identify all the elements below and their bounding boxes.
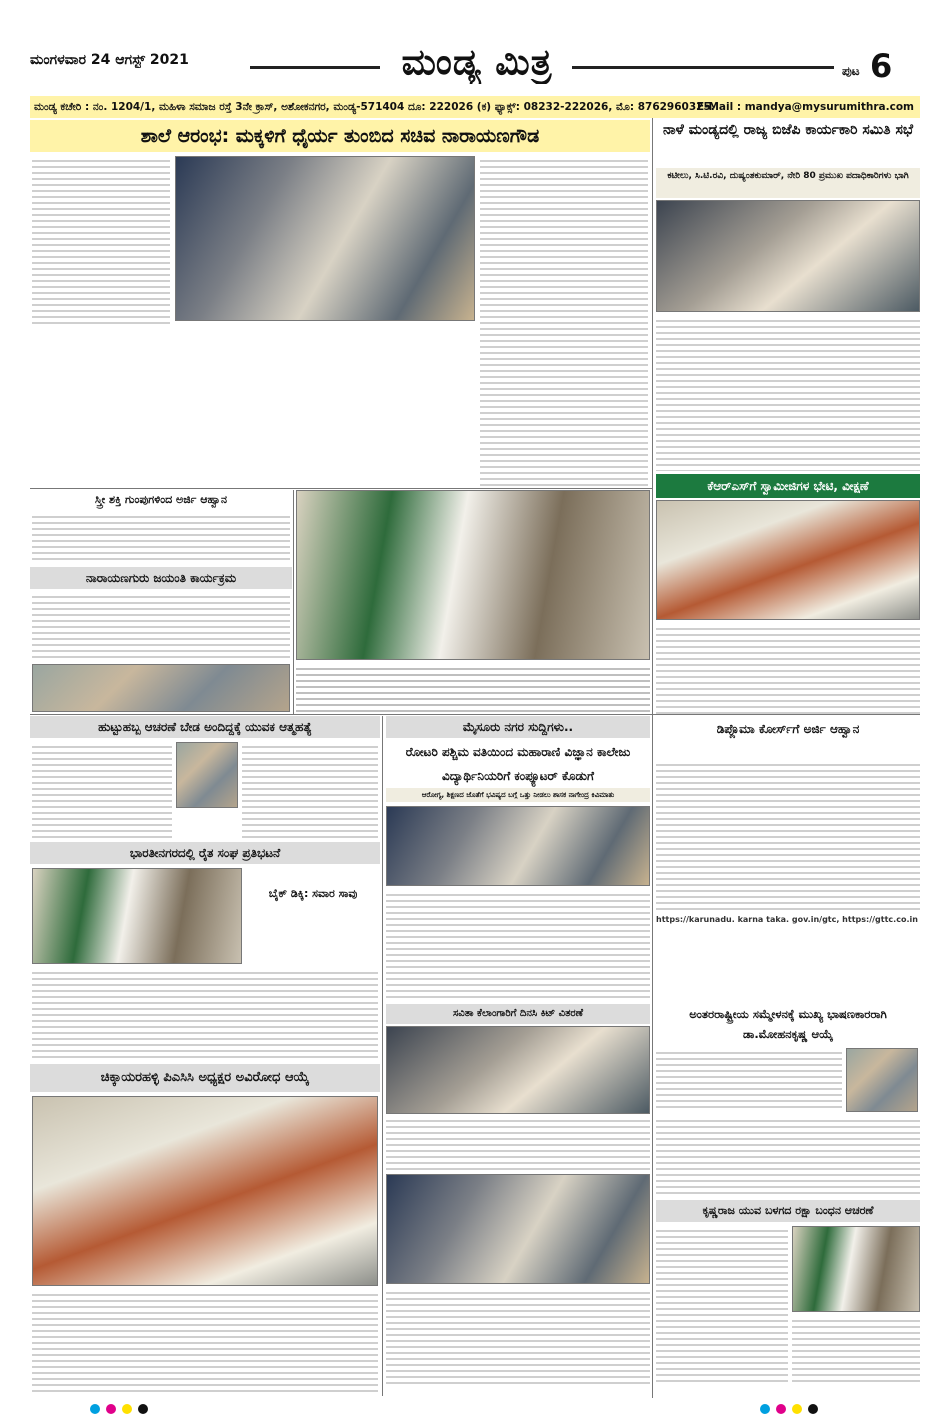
masthead-rule-left xyxy=(250,66,380,69)
international-body xyxy=(656,1116,920,1196)
farmers-body xyxy=(32,968,378,1060)
savitha-photo-2 xyxy=(386,1174,650,1284)
international-body-col xyxy=(656,1048,842,1112)
registration-mark-black-2 xyxy=(808,1404,818,1414)
office-info-bar xyxy=(30,96,920,118)
savitha-headline: ಸವಿತಾ ಕೆಲಾಂಗಾರಿಗೆ ದಿನಸಿ ಕಿಟ್ ವಿತರಣೆ xyxy=(386,1004,650,1024)
bjp-story-body xyxy=(656,316,920,471)
farmers-headline: ಭಾರತೀನಗರದಲ್ಲಿ ರೈತ ಸಂಘ ಪ್ರತಿಭಟನೆ xyxy=(30,842,380,864)
registration-mark-yellow-2 xyxy=(792,1404,802,1414)
main-headline: ಶಾಲೆ ಆರಂಭ: ಮಕ್ಕಳಿಗೆ ಧೈರ್ಯ ತುಂಬಿದ ಸಚಿವ ನಾರಾಯಣಗೌಡ xyxy=(30,120,650,152)
krs-story-body xyxy=(656,624,920,714)
rotary-headline: ರೋಟರಿ ಪಶ್ಚಿಮ ವತಿಯಿಂದ ಮಹಾರಾಣಿ ವಿಜ್ಞಾನ ಕಾಲೇಜು ವಿದ್ಯಾರ್ಥಿನಿಯರಿಗೆ ಕಂಪ್ಯೂಟರ್ ಕೊಡುಗೆ xyxy=(405,745,631,783)
issue-date: ಮಂಗಳವಾರ 24 ಆಗಸ್ಟ್ 2021 xyxy=(30,52,189,68)
krishnaraja-body-2 xyxy=(792,1316,920,1386)
column-rule-upper xyxy=(293,490,294,714)
registration-mark-magenta xyxy=(106,1404,116,1414)
savitha-body-2 xyxy=(386,1288,650,1384)
krishnaraja-body xyxy=(656,1226,788,1386)
chikkayara-headline: ಚಿಕ್ಕಾಯರಹಳ್ಳಿ ಪಿಎಸಿಸಿ ಅಧ್ಯಕ್ಷರ ಅವಿರೋಧ ಆಯ್ಕೆ xyxy=(30,1064,380,1092)
diploma-headline: ಡಿಪ್ಲೊಮಾ ಕೋರ್ಸ್‌ಗೆ ಅರ್ಜಿ ಆಹ್ವಾನ xyxy=(716,722,860,736)
office-email: E-Mail : mandya@mysurumithra.com xyxy=(696,101,914,113)
savitha-body xyxy=(386,1116,650,1172)
chikkayara-body xyxy=(32,1290,378,1394)
page-label: ಪುಟ xyxy=(842,64,860,78)
rotary-photo xyxy=(386,806,650,886)
farmers-photo xyxy=(32,868,242,964)
row-rule-2 xyxy=(30,714,920,715)
diploma-body xyxy=(656,760,920,980)
page-number: 6 xyxy=(870,47,893,85)
main-story-photo xyxy=(175,156,475,321)
diploma-urls[interactable]: https://karunadu. karna taka. gov.in/gtc, https://gttc.co.in xyxy=(656,915,918,924)
registration-mark-black xyxy=(138,1404,148,1414)
rotary-body xyxy=(386,890,650,1000)
narayanaguru-body xyxy=(32,592,290,662)
krishnaraja-headline: ಕೃಷ್ಣರಾಜ ಯುವ ಬಳಗದ ರಕ್ಷಾ ಬಂಧನ ಆಚರಣೆ xyxy=(656,1200,920,1222)
column-rule-right xyxy=(652,118,653,1398)
registration-mark-cyan xyxy=(90,1404,100,1414)
birthday-body-col1 xyxy=(32,742,172,838)
rotary-subheadline: ಆರೋಗ್ಯ, ಶಿಕ್ಷಣದ ಜೊತೆಗೆ ಭವಿಷ್ಯದ ಬಗ್ಗೆ ಒತ್ತು ನೀಡಲು ಶಾಸಕ ನಾಗೇಂದ್ರ ಕಿವಿಮಾತು xyxy=(386,788,650,802)
bjp-photo xyxy=(656,200,920,312)
row-rule-1 xyxy=(30,488,652,489)
office-address: ಮಂಡ್ಯ ಕಚೇರಿ : ನಂ. 1204/1, ಮಹಿಳಾ ಸಮಾಜ ರಸ್ತೆ 3ನೇ ಕ್ರಾಸ್, ಅಶೋಕನಗರ, ಮಂಡ್ಯ-571404 ದೂ: 222026 (ಕ) ಫ್ಯಾಕ್ಸ್: 08232-222026, ಮೊ: 8762960325. xyxy=(34,101,715,113)
savitha-photo xyxy=(386,1026,650,1114)
mohanakrishna-portrait xyxy=(846,1048,918,1112)
mysuru-news-banner: ಮೈಸೂರು ನಗರ ಸುದ್ದಿಗಳು.. xyxy=(386,716,650,738)
narayanaguru-headline: ನಾರಾಯಣಗುರು ಜಯಂತಿ ಕಾರ್ಯಕ್ರಮ xyxy=(30,567,292,589)
registration-mark-magenta-2 xyxy=(776,1404,786,1414)
registration-mark-yellow xyxy=(122,1404,132,1414)
masthead-logo: ಮಂಡ್ಯ ಮಿತ್ರ xyxy=(401,41,553,83)
main-story-col-right xyxy=(480,156,648,486)
narayanaguru-photo xyxy=(32,664,290,712)
birthday-headline: ಹುಟ್ಟುಹಬ್ಬ ಆಚರಣೆ ಬೇಡ ಅಂದಿದ್ದಕ್ಕೆ ಯುವಕ ಆತ್ಮಹತ್ಯೆ xyxy=(30,716,380,738)
masthead-rule-right xyxy=(572,66,834,69)
krishnaraja-photo xyxy=(792,1226,920,1312)
bike-headline: ಬೈಕ್ ಡಿಕ್ಕಿ: ಸವಾರ ಸಾವು xyxy=(268,887,358,900)
international-headline: ಅಂತರರಾಷ್ಟ್ರೀಯ ಸಮ್ಮೇಳನಕ್ಕೆ ಮುಖ್ಯ ಭಾಷಣಕಾರರಾಗಿ ಡಾ.ಮೋಹನಕೃಷ್ಣ ಆಯ್ಕೆ xyxy=(689,1007,887,1041)
center-event-photo xyxy=(296,490,650,660)
youth-portrait xyxy=(176,742,238,808)
main-story-body xyxy=(32,325,472,485)
krs-headline: ಕೆಆರ್‌ಎಸ್‌ಗೆ ಸ್ವಾಮೀಜಿಗಳ ಭೇಟಿ, ವೀಕ್ಷಣೆ xyxy=(656,474,920,498)
bjp-subheadline: ಕಟೀಲು, ಸಿ.ಟಿ.ರವಿ, ದುಷ್ಯಂತಕುಮಾರ್, ನೇರಿ 80 ಪ್ರಮುಖ ಪದಾಧಿಕಾರಿಗಳು ಭಾಗಿ xyxy=(656,168,920,198)
stree-shakti-body xyxy=(32,512,290,564)
registration-mark-cyan-2 xyxy=(760,1404,770,1414)
stree-shakti-headline: ಸ್ತ್ರೀ ಶಕ್ತಿ ಗುಂಪುಗಳಿಂದ ಅರ್ಜಿ ಆಹ್ವಾನ xyxy=(94,493,228,506)
chikkayara-photo xyxy=(32,1096,378,1286)
krs-photo xyxy=(656,500,920,620)
center-photo-caption xyxy=(296,664,650,714)
column-rule-mid xyxy=(382,716,383,1396)
bjp-headline: ನಾಳೆ ಮಂಡ್ಯದಲ್ಲಿ ರಾಜ್ಯ ಬಿಜೆಪಿ ಕಾರ್ಯಕಾರಿ ಸಮಿತಿ ಸಭೆ xyxy=(662,122,914,138)
birthday-body-col2 xyxy=(242,742,378,838)
